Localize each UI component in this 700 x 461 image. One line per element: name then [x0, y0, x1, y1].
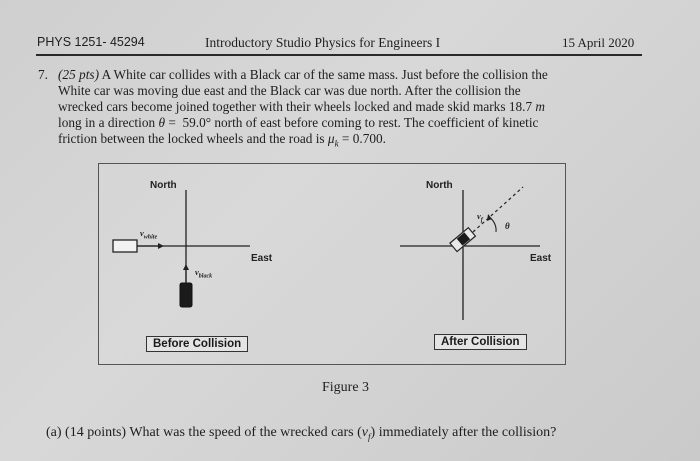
- before-north-label: North: [150, 180, 177, 191]
- v-black-arrowhead: [183, 264, 189, 270]
- part-a-question: (a) (14 points) What was the speed of the wrecked cars $(v_f)$ immediately after the collision?: [46, 425, 557, 442]
- vf-label: $v_f$: [477, 211, 483, 224]
- before-east-label: East: [251, 253, 273, 264]
- header-title: Introductory Studio Physics for Engineers I: [205, 35, 441, 50]
- before-collision-caption: Before Collision: [146, 336, 248, 352]
- problem-line-4: long in a direction θ = 59.0° north of east before coming to rest. The coefficient of kinetic: [58, 115, 539, 130]
- black-car: [180, 283, 192, 307]
- problem-line-5: friction between the locked wheels and the road is $\mu_k = 0.700$.: [58, 131, 386, 149]
- problem-number: 7.: [38, 67, 48, 82]
- vf-dashed-line: [473, 187, 523, 232]
- header-course: PHYS 1251- 45294: [37, 35, 145, 49]
- after-axes: [400, 190, 540, 320]
- v-black-label: $v_{black}$: [195, 267, 213, 280]
- white-car: [113, 240, 137, 252]
- theta-label: θ: [505, 221, 510, 231]
- after-north-label: North: [426, 180, 453, 191]
- problem-line-1: (25 pts) A White car collides with a Black car of the same mass. Just before the collision the: [58, 67, 548, 82]
- problem-line-3: wrecked cars become joined together with their wheels locked and made skid marks 18.7 m: [58, 99, 546, 114]
- figure-caption: Figure 3: [322, 380, 370, 395]
- after-east-label: East: [530, 253, 552, 264]
- v-white-arrowhead: [158, 243, 164, 249]
- header-date: 15 April 2020: [562, 35, 635, 50]
- v-white-label: $v_{white}$: [140, 228, 158, 241]
- after-collision-caption: After Collision: [434, 334, 527, 350]
- problem-line-2: White car was moving due east and the Black car was due north. After the collision the: [58, 83, 521, 98]
